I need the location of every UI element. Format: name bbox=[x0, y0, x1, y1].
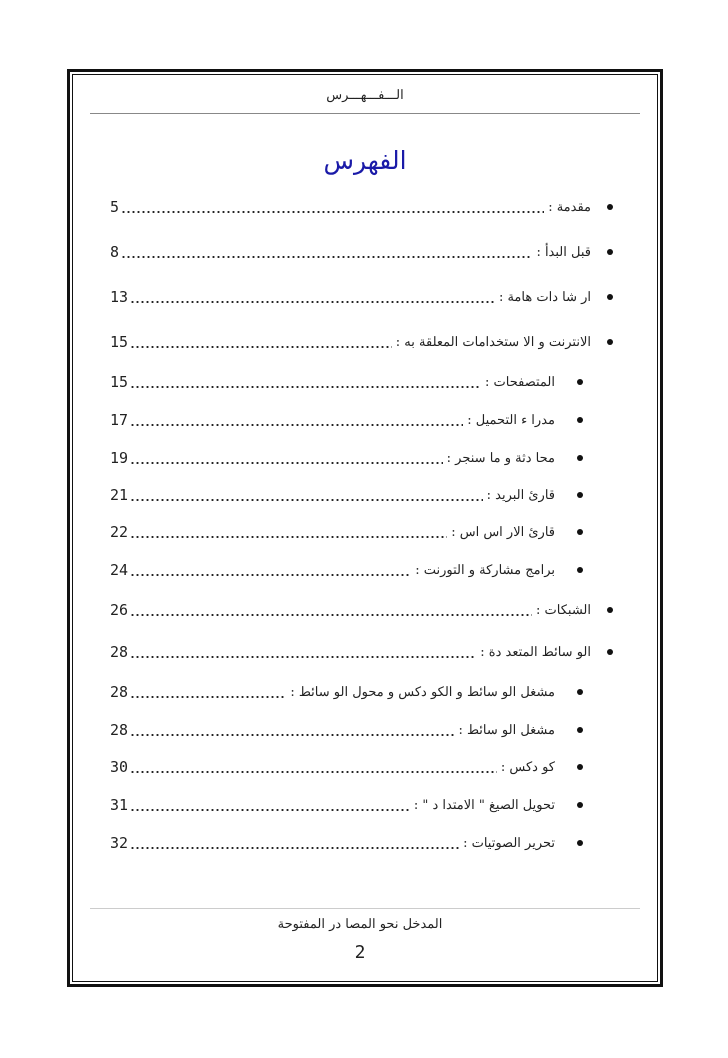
toc-entry[interactable] bbox=[110, 195, 613, 219]
toc-entry-label: محا دثة و ما سنجر : bbox=[446, 450, 555, 466]
toc-entry[interactable] bbox=[110, 831, 583, 855]
toc-entry-label: قارئ البريد : bbox=[486, 487, 555, 503]
bullet-icon bbox=[607, 249, 613, 255]
toc-entry-page: 31 bbox=[110, 796, 129, 814]
toc-entry-page: 15 bbox=[110, 373, 129, 391]
dot-leader bbox=[130, 462, 443, 464]
toc-entry[interactable] bbox=[110, 718, 583, 742]
toc-entry[interactable] bbox=[110, 408, 583, 432]
bullet-icon bbox=[577, 529, 583, 535]
toc-entry-label: المتصفحات : bbox=[485, 374, 555, 390]
toc-entry-page: 13 bbox=[110, 288, 129, 306]
toc-entry[interactable] bbox=[110, 240, 613, 264]
toc-entry-page: 22 bbox=[110, 523, 129, 541]
dot-leader bbox=[130, 386, 481, 388]
toc-entry-label: تحرير الصوتيات : bbox=[463, 835, 555, 851]
bullet-icon bbox=[577, 567, 583, 573]
toc-entry[interactable] bbox=[110, 483, 583, 507]
bullet-icon bbox=[607, 339, 613, 345]
running-header: الـــفـــهـــرس bbox=[326, 88, 404, 103]
bullet-icon bbox=[607, 204, 613, 210]
page-number: 2 bbox=[354, 942, 366, 963]
toc-entry-page: 28 bbox=[110, 721, 129, 739]
toc-entry-page: 30 bbox=[110, 758, 129, 776]
toc-entry[interactable] bbox=[110, 793, 583, 817]
toc-entry[interactable] bbox=[110, 598, 613, 622]
bullet-icon bbox=[577, 840, 583, 846]
dot-leader bbox=[130, 614, 532, 616]
bullet-icon bbox=[577, 689, 583, 695]
toc-entry-label: ار شا دات هامة : bbox=[498, 289, 591, 305]
toc-entry-label: الانترنت و الا ستخدامات المعلقة به : bbox=[395, 334, 591, 350]
toc-entry-label: مدرا ء التحميل : bbox=[467, 412, 555, 428]
toc-entry[interactable] bbox=[110, 520, 583, 544]
toc-entry-page: 26 bbox=[110, 601, 129, 619]
dot-leader bbox=[121, 256, 532, 258]
bullet-icon bbox=[577, 455, 583, 461]
bullet-icon bbox=[607, 649, 613, 655]
dot-leader bbox=[130, 301, 495, 303]
dot-leader bbox=[130, 574, 411, 576]
toc-entry[interactable] bbox=[110, 330, 613, 354]
toc-entry-label: تحويل الصيغ " الامتدا د " : bbox=[413, 797, 555, 813]
toc-entry-label: كو دكس : bbox=[500, 759, 555, 775]
dot-leader bbox=[130, 734, 454, 736]
toc-entry-label: مقدمة : bbox=[548, 199, 591, 215]
bullet-icon bbox=[607, 294, 613, 300]
toc-entry-label: مشغل الو سائط و الكو دكس و محول الو سائط : bbox=[290, 684, 555, 700]
toc-entry-page: 19 bbox=[110, 449, 129, 467]
footer-divider bbox=[90, 908, 640, 909]
dot-leader bbox=[130, 656, 476, 658]
dot-leader bbox=[130, 499, 483, 501]
toc-entry-label: قبل البدأ : bbox=[536, 244, 591, 260]
header-divider bbox=[90, 113, 640, 114]
toc-entry-page: 21 bbox=[110, 486, 129, 504]
toc-entry[interactable] bbox=[110, 640, 613, 664]
toc-entry[interactable] bbox=[110, 680, 583, 704]
bullet-icon bbox=[577, 417, 583, 423]
dot-leader bbox=[121, 211, 544, 213]
toc-entry-page: 15 bbox=[110, 333, 129, 351]
toc-entry[interactable] bbox=[110, 755, 583, 779]
toc-entry[interactable] bbox=[110, 446, 583, 470]
dot-leader bbox=[130, 536, 447, 538]
dot-leader bbox=[130, 771, 497, 773]
bullet-icon bbox=[577, 492, 583, 498]
dot-leader bbox=[130, 847, 459, 849]
toc-entry-page: 28 bbox=[110, 643, 129, 661]
toc-entry-page: 28 bbox=[110, 683, 129, 701]
bullet-icon bbox=[577, 764, 583, 770]
dot-leader bbox=[130, 809, 410, 811]
toc-entry[interactable] bbox=[110, 558, 583, 582]
dot-leader bbox=[130, 696, 286, 698]
bullet-icon bbox=[577, 727, 583, 733]
toc-entry-page: 8 bbox=[110, 243, 120, 261]
dot-leader bbox=[130, 424, 463, 426]
toc-entry[interactable] bbox=[110, 370, 583, 394]
footer-book-title: المدخل نحو المصا در المفتوحة bbox=[277, 917, 443, 932]
toc-entry-page: 24 bbox=[110, 561, 129, 579]
toc-entry-page: 17 bbox=[110, 411, 129, 429]
toc-entry-page: 5 bbox=[110, 198, 120, 216]
toc-entry-label: الشبكات : bbox=[536, 602, 591, 618]
bullet-icon bbox=[577, 379, 583, 385]
toc-entry-label: قارئ الار اس اس : bbox=[451, 524, 555, 540]
toc-entry[interactable] bbox=[110, 285, 613, 309]
dot-leader bbox=[130, 346, 392, 348]
bullet-icon bbox=[607, 607, 613, 613]
page-title: الفهرس bbox=[323, 146, 407, 175]
toc-entry-label: مشغل الو سائط : bbox=[458, 722, 555, 738]
bullet-icon bbox=[577, 802, 583, 808]
toc-entry-label: برامج مشاركة و التورنت : bbox=[415, 562, 555, 578]
toc-entry-page: 32 bbox=[110, 834, 129, 852]
toc-entry-label: الو سائط المتعد دة : bbox=[480, 644, 591, 660]
